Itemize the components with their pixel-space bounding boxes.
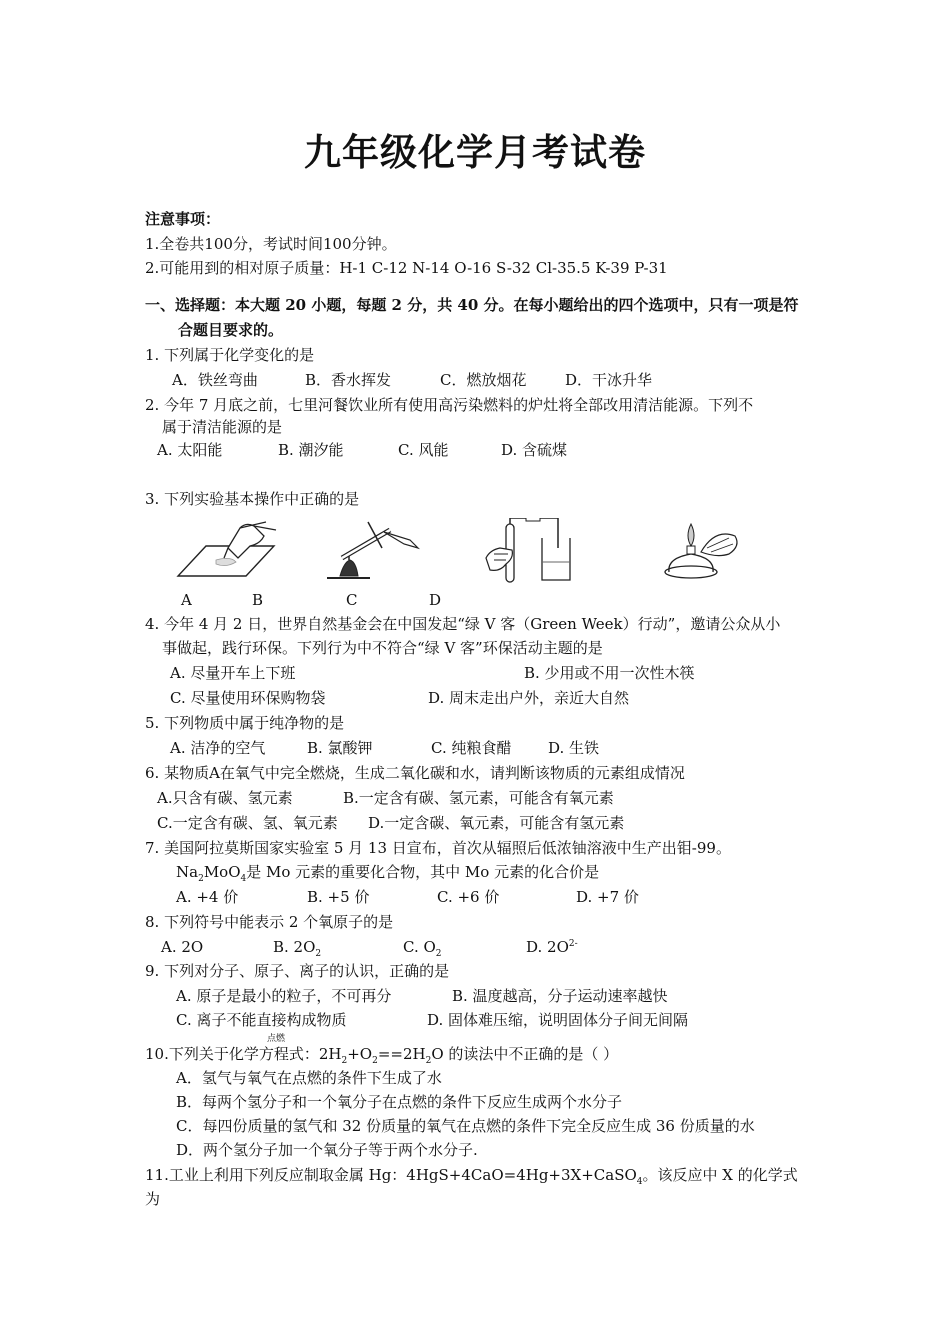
q8-option-c: C. $O_2$ <box>403 938 442 959</box>
q1-option-a: A．铁丝弯曲 <box>172 371 258 389</box>
q10-option-a: A．氢气与氧气在点燃的条件下生成了水 <box>176 1069 442 1087</box>
q1-option-b: B．香水挥发 <box>305 371 392 389</box>
section-heading: 一、选择题：本大题 20 小题，每题 2 分，共 40 分。在每小题给出的四个选项中，只有一项是符 <box>145 296 799 314</box>
q4-stem: 4. 今年 4 月 2 日，世界自然基金会在中国发起“绿 V 客（Green Week）行动”，邀请公众从小 <box>145 615 781 633</box>
q10-option-d: D．两个氢分子加一个氧分子等于两个水分子. <box>176 1141 478 1159</box>
q8-option-a: A. 2O <box>161 938 204 956</box>
q6-option-d: D.一定含碳、氧元素，可能含有氢元素 <box>368 814 625 832</box>
q10-option-b: B．每两个氢分子和一个氧分子在点燃的条件下反应生成两个水分子 <box>176 1093 623 1111</box>
q4-option-d: D. 周末走出户外，亲近大自然 <box>428 689 630 707</box>
q1-option-d: D．干冰升华 <box>565 371 653 389</box>
q2-stem-cont: 属于清洁能源的是 <box>162 418 283 436</box>
q6-stem: 6. 某物质A在氧气中完全燃烧，生成二氧化碳和水，请判断该物质的元素组成情况 <box>145 764 685 782</box>
q3-label-b: B <box>252 591 264 609</box>
q9-option-d: D. 固体难压缩，说明固体分子间无间隔 <box>427 1011 689 1029</box>
note-2: 2.可能用到的相对原子质量：H-1 C-12 N-14 O-16 S-32 Cl-35.5 K-39 P-31 <box>145 259 668 277</box>
q9-stem: 9. 下列对分子、原子、离子的认识，正确的是 <box>145 962 450 980</box>
q7-stem-cont: $Na_2MoO_4$是 Mo 元素的重要化合物，其中 Mo 元素的化合价是 <box>176 863 600 884</box>
q2-option-d: D. 含硫煤 <box>501 441 568 459</box>
q4-option-c: C. 尽量使用环保购物袋 <box>170 689 326 707</box>
q5-option-d: D. 生铁 <box>548 739 600 757</box>
q4-stem-cont: 事做起，践行环保。下列行为中不符合“绿 V 客”环保活动主题的是 <box>162 639 603 657</box>
experiment-figure-d <box>655 518 745 584</box>
q3-label-d: D <box>429 591 442 609</box>
q5-option-b: B. 氯酸钾 <box>307 739 373 757</box>
q10-stem: 10.下列关于化学方程式：$2H_2+O_2==2H_2O$ 的读法中不正确的是（ ） <box>145 1045 619 1066</box>
q2-option-c: C. 风能 <box>398 441 449 459</box>
q11-stem: 11.工业上利用下列反应制取金属 Hg：4HgS+4CaO=4Hg+3X+CaSO$_4$。该反应中 X 的化学式 <box>145 1166 798 1187</box>
q3-stem: 3. 下列实验基本操作中正确的是 <box>145 490 360 508</box>
experiment-figure-c <box>482 518 572 584</box>
q8-option-b: B. $2O_2$ <box>273 938 322 959</box>
experiment-figure-a <box>176 518 286 582</box>
note-1: 1.全卷共100分，考试时间100分钟。 <box>145 235 397 253</box>
q8-stem: 8. 下列符号中能表示 2 个氧原子的是 <box>145 913 394 931</box>
q7-option-d: D. +7 价 <box>576 888 639 906</box>
q10-condition-label: 点燃 <box>267 1034 286 1044</box>
q2-stem: 2. 今年 7 月底之前，七里河餐饮业所有使用高污染燃料的炉灶将全部改用清洁能源。下列不 <box>145 396 754 414</box>
experiment-figure-b <box>322 518 432 582</box>
section-heading-cont: 合题目要求的。 <box>178 321 284 339</box>
q9-option-a: A. 原子是最小的粒子，不可再分 <box>176 987 392 1005</box>
q3-label-c: C <box>346 591 358 609</box>
q2-option-b: B. 潮汐能 <box>278 441 344 459</box>
q7-option-a: A. +4 价 <box>176 888 239 906</box>
q4-option-a: A. 尽量开车上下班 <box>170 664 296 682</box>
q7-stem: 7. 美国阿拉莫斯国家实验室 5 月 13 日宣布，首次从辐照后低浓铀溶液中生产出钼-99。 <box>145 839 731 857</box>
q10-option-c: C．每四份质量的氢气和 32 份质量的氧气在点燃的条件下完全反应生成 36 份质量的水 <box>176 1117 755 1135</box>
q4-option-b: B. 少用或不用一次性木筷 <box>524 664 695 682</box>
q2-option-a: A. 太阳能 <box>157 441 223 459</box>
q9-option-b: B. 温度越高，分子运动速率越快 <box>452 987 668 1005</box>
q6-option-a: A.只含有碳、氢元素 <box>157 789 293 807</box>
notes-heading: 注意事项： <box>145 210 221 228</box>
q1-stem: 1. 下列属于化学变化的是 <box>145 346 315 364</box>
q6-option-b: B.一定含有碳、氢元素，可能含有氧元素 <box>343 789 614 807</box>
q7-option-b: B. +5 价 <box>307 888 370 906</box>
q1-option-c: C．燃放烟花 <box>440 371 527 389</box>
q11-stem-cont: 为 <box>145 1190 161 1208</box>
q6-option-c: C.一定含有碳、氢、氧元素 <box>157 814 338 832</box>
q8-option-d: D. $2O^{2-}$ <box>526 938 578 956</box>
q9-option-c: C. 离子不能直接构成物质 <box>176 1011 347 1029</box>
q5-option-a: A. 洁净的空气 <box>170 739 266 757</box>
q5-stem: 5. 下列物质中属于纯净物的是 <box>145 714 345 732</box>
q7-option-c: C. +6 价 <box>437 888 500 906</box>
q5-option-c: C. 纯粮食醋 <box>431 739 512 757</box>
page-title: 九年级化学月考试卷 <box>304 130 646 174</box>
q3-label-a: A <box>181 591 192 609</box>
